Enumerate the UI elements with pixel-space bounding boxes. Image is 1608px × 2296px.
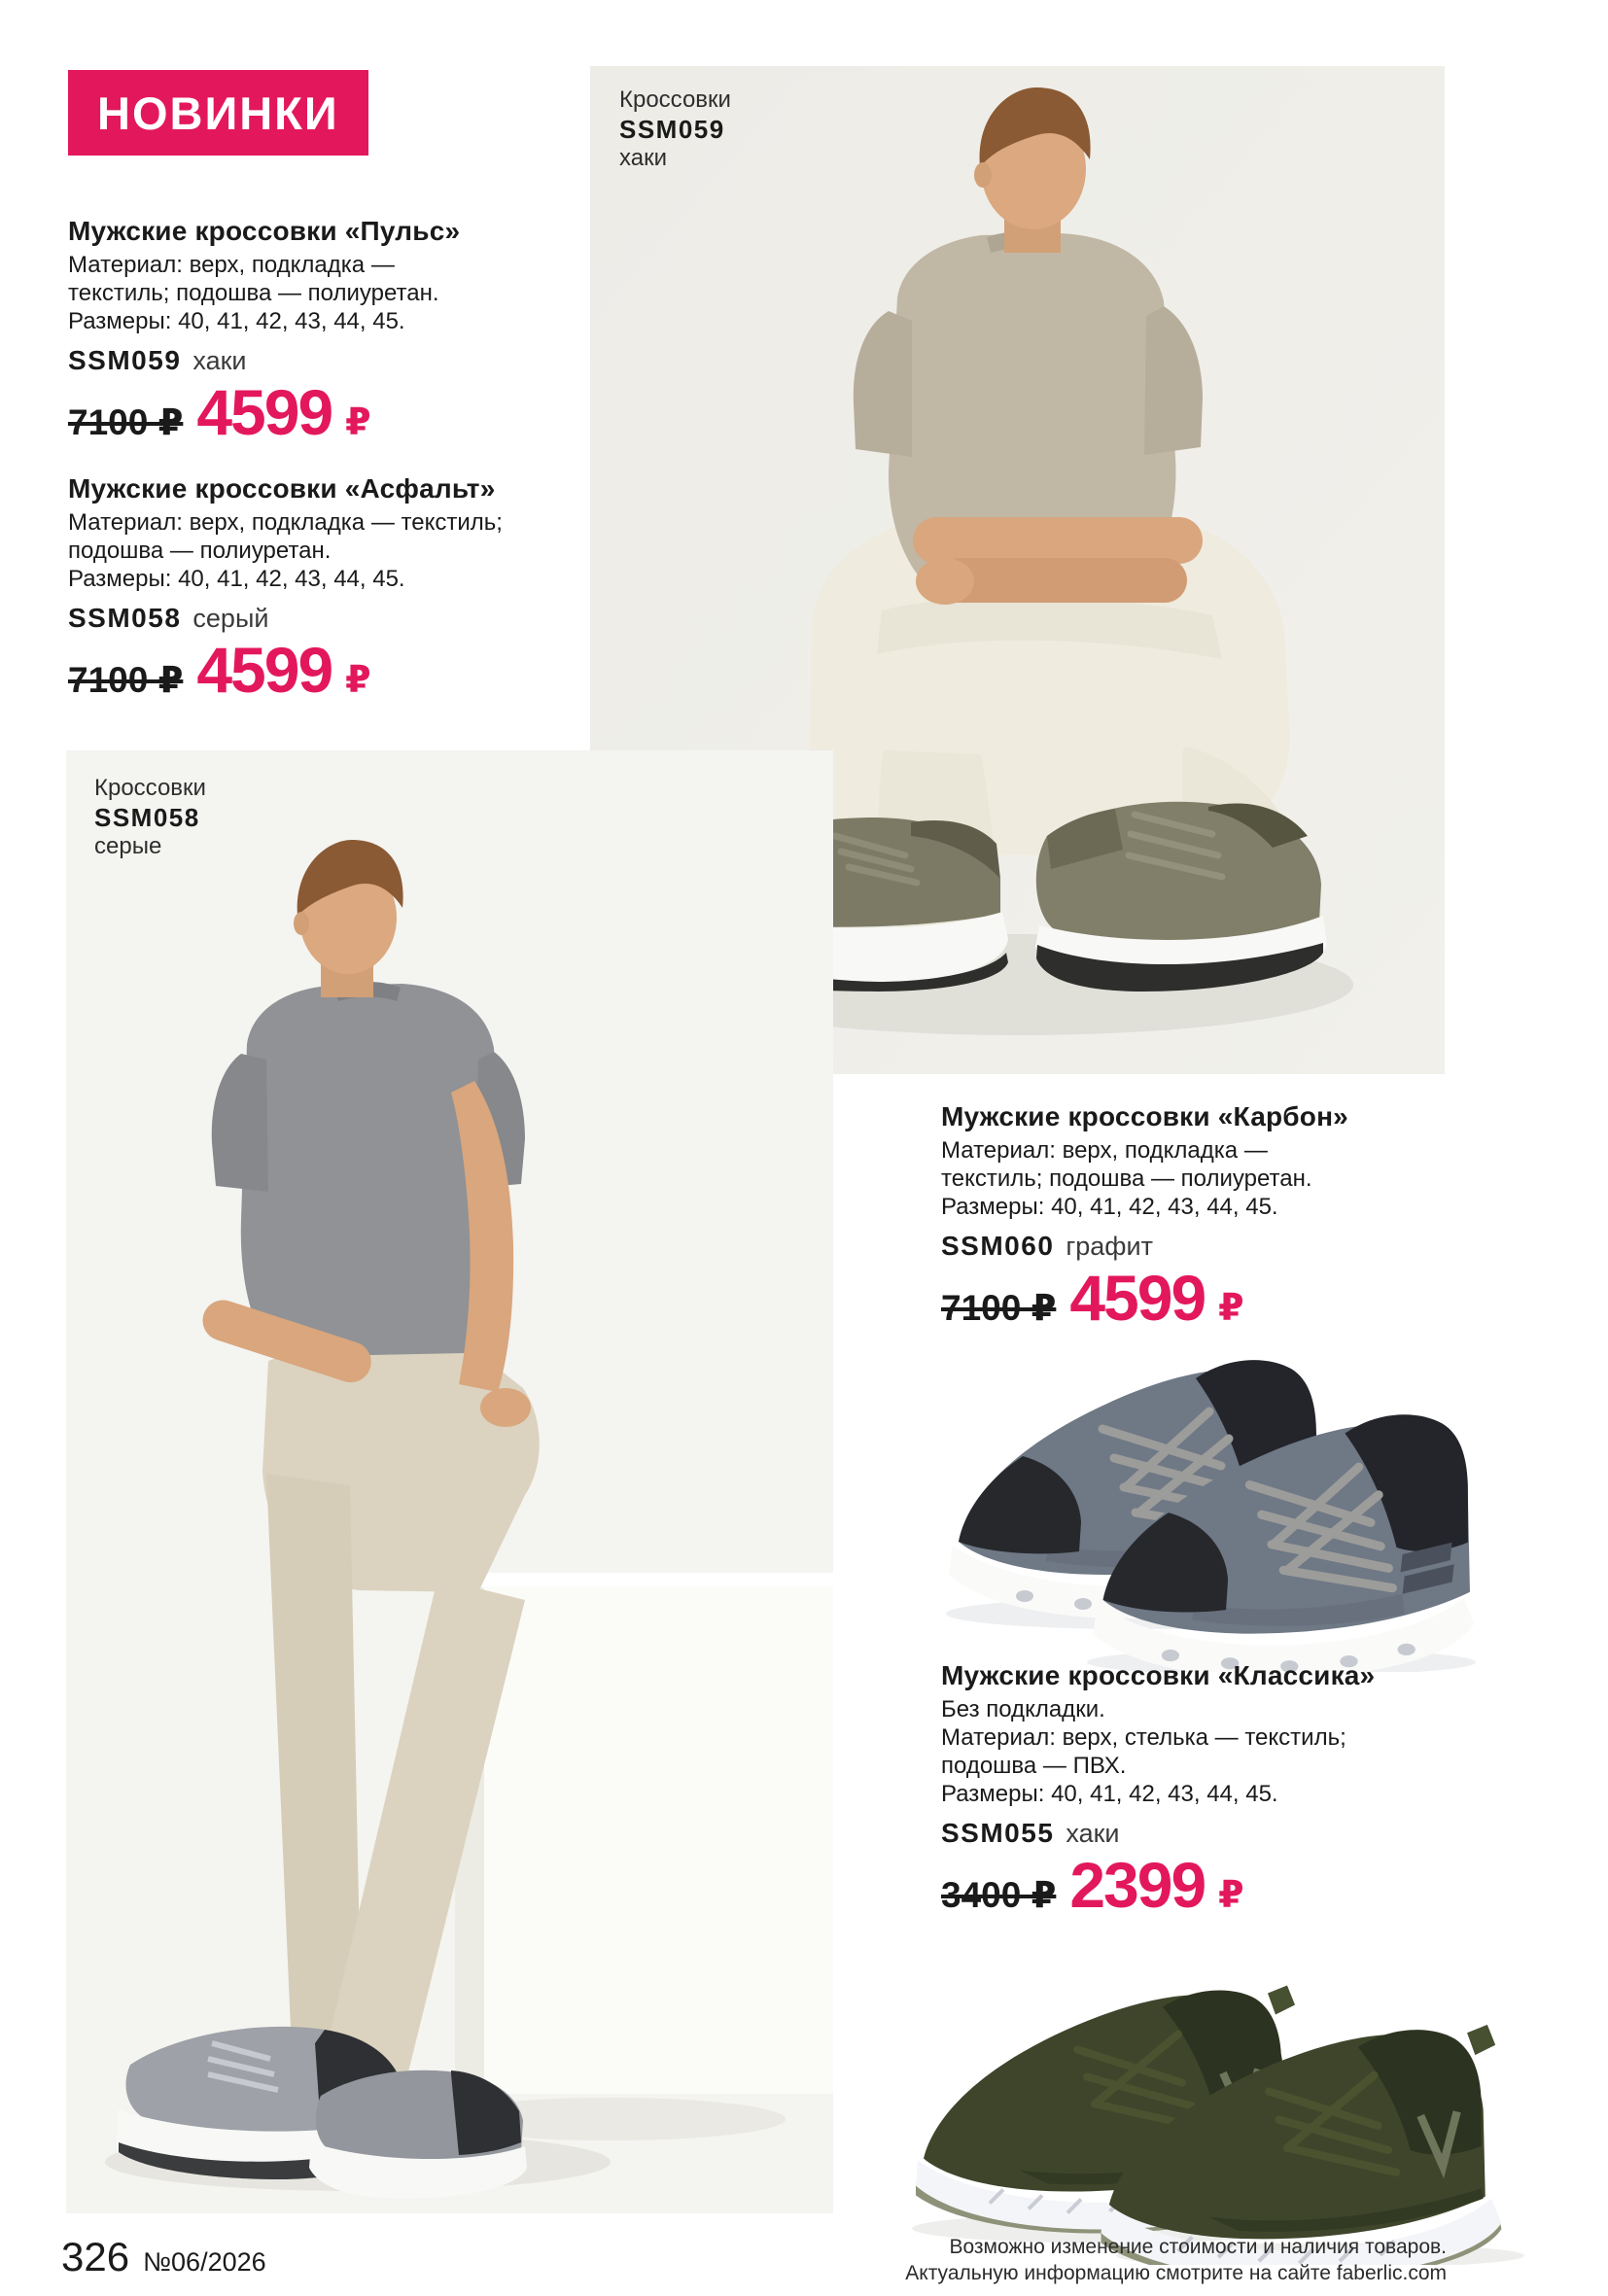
product-sizes: Размеры: 40, 41, 42, 43, 44, 45. <box>68 308 405 334</box>
ruble-sign: ₽ <box>345 660 371 701</box>
disclaimer-line: Возможно изменение стоимости и наличия товаров. <box>949 2236 1447 2258</box>
product-title: Мужские кроссовки «Асфальт» <box>68 473 496 504</box>
model-illustration-gray <box>66 750 833 2213</box>
product-material: подошва — полиуретан. <box>68 538 332 564</box>
photo-caption-ssm058 <box>94 774 206 861</box>
product-material: текстиль; подошва — полиуретан. <box>68 280 439 306</box>
product-sku: SSM058 <box>68 603 182 633</box>
disclaimer <box>905 2234 1447 2286</box>
product-sku: SSM060 <box>941 1231 1055 1261</box>
caption-sku: SSM059 <box>619 115 725 144</box>
classic-sneakers-illustration <box>902 1876 1556 2265</box>
product-lining: Без подкладки. <box>941 1696 1105 1722</box>
product-material: Материал: верх, стелька — текстиль; <box>941 1724 1346 1751</box>
product-title: Мужские кроссовки «Пульс» <box>68 216 461 246</box>
product-material: Материал: верх, подкладка — <box>68 252 395 278</box>
caption-color: серые <box>94 833 162 859</box>
product-photo-carbon <box>931 1254 1478 1672</box>
caption-sku: SSM058 <box>94 803 200 832</box>
caption-product: Кроссовки <box>94 775 206 801</box>
product-material: текстиль; подошва — полиуретан. <box>941 1165 1312 1192</box>
ruble-sign: ₽ <box>1218 1288 1244 1329</box>
product-color: графит <box>1066 1232 1153 1261</box>
product-sku: SSM055 <box>941 1818 1055 1848</box>
old-price: 7100 ₽ <box>941 1288 1057 1328</box>
product-photo-classic <box>902 1876 1556 2265</box>
new-price: 4599 <box>1069 1262 1206 1334</box>
product-card-asphalt <box>68 473 574 704</box>
product-sku: SSM059 <box>68 345 182 375</box>
product-title: Мужские кроссовки «Классика» <box>941 1660 1376 1690</box>
product-material: Материал: верх, подкладка — текстиль; <box>68 509 503 536</box>
product-material: подошва — ПВХ. <box>941 1753 1127 1779</box>
old-price: 7100 ₽ <box>68 660 184 700</box>
price-row <box>68 636 574 704</box>
product-material: Материал: верх, подкладка — <box>941 1137 1268 1164</box>
caption-product: Кроссовки <box>619 87 731 113</box>
new-price: 2399 <box>1069 1849 1206 1921</box>
product-card-pulse <box>68 216 574 446</box>
caption-color: хаки <box>619 145 667 171</box>
product-sizes: Размеры: 40, 41, 42, 43, 44, 45. <box>68 566 405 592</box>
product-title: Мужские кроссовки «Карбон» <box>941 1101 1348 1131</box>
product-sizes: Размеры: 40, 41, 42, 43, 44, 45. <box>941 1194 1278 1220</box>
product-color: хаки <box>1066 1819 1120 1848</box>
page-number <box>61 2234 266 2280</box>
product-color: хаки <box>192 346 247 375</box>
product-sizes: Размеры: 40, 41, 42, 43, 44, 45. <box>941 1781 1278 1807</box>
new-items-badge: НОВИНКИ <box>68 70 368 156</box>
product-sku-row <box>68 345 574 376</box>
new-price: 4599 <box>196 376 332 448</box>
model-photo-gray <box>66 750 833 2213</box>
issue-number: №06/2026 <box>143 2247 266 2277</box>
ruble-sign: ₽ <box>1218 1875 1244 1916</box>
price-row <box>68 378 574 446</box>
disclaimer-line: Актуальную информацию смотрите на сайте faberlic.com <box>905 2262 1447 2284</box>
new-price: 4599 <box>196 634 332 706</box>
product-color: серый <box>192 604 269 633</box>
old-price: 7100 ₽ <box>68 402 184 442</box>
ruble-sign: ₽ <box>345 402 371 443</box>
old-price: 3400 ₽ <box>941 1875 1057 1915</box>
page-number-value: 326 <box>61 2234 130 2279</box>
carbon-sneakers-illustration <box>931 1254 1478 1672</box>
product-sku-row <box>941 1818 1427 1849</box>
photo-caption-ssm059 <box>619 86 731 173</box>
product-sku-row <box>68 603 574 634</box>
